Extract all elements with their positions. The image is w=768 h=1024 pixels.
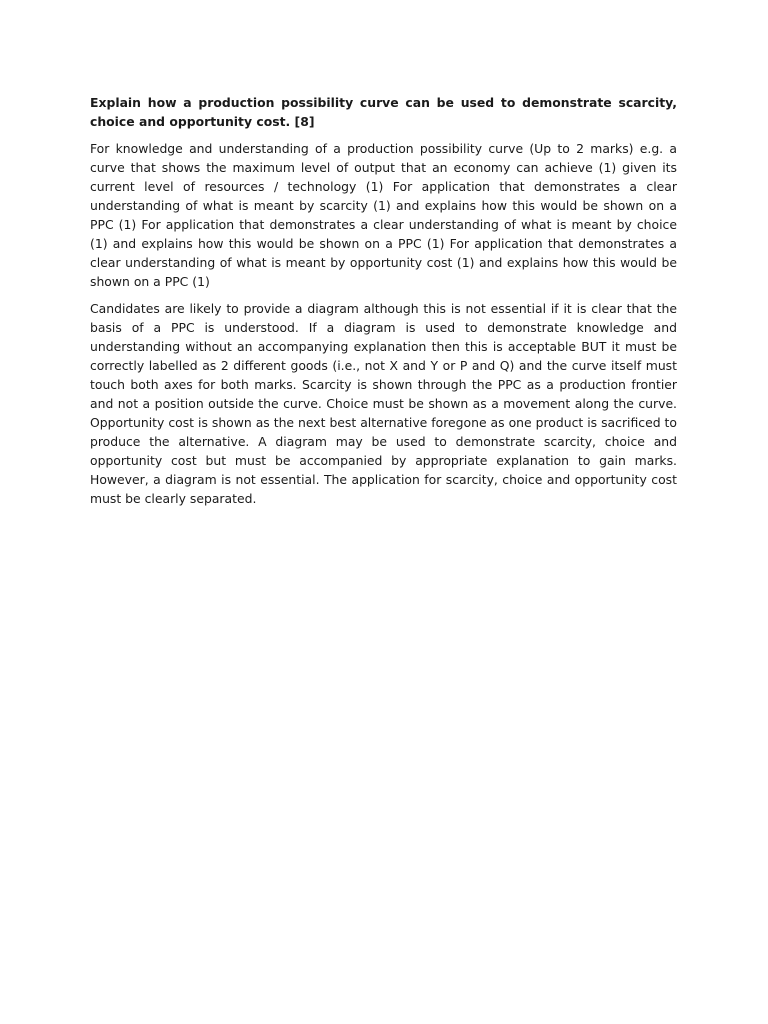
question-heading: Explain how a production possibility curve can be used to demonstrate scarcity, choice and opportunity cost. [8] [90, 95, 677, 129]
mark-scheme-paragraph: For knowledge and understanding of a production possibility curve (Up to 2 marks) e.g. a curve that shows the maximum level of output that an economy can achieve (1) given its current level of resources / technology (1) For application that demonstrates a clear understanding of what is meant by scarcity (1) and explains how this would be shown on a PPC (1) For application that demonstrates a clear understanding of what is meant by choice (1) and explains how this would be shown on a PPC (1) For application that demonstrates a clear understanding of what is meant by opportunity cost (1) and explains how this would be shown on a PPC (1) [90, 141, 677, 289]
document-body [90, 93, 677, 516]
guidance-paragraph: Candidates are likely to provide a diagram although this is not essential if it is clear that the basis of a PPC is understood. If a diagram is used to demonstrate knowledge and understanding without an accompanying explanation then this is acceptable BUT it must be correctly labelled as 2 different goods (i.e., not X and Y or P and Q) and the curve itself must touch both axes for both marks. Scarcity is shown through the PPC as a production frontier and not a position outside the curve. Choice must be shown as a movement along the curve. Opportunity cost is shown as the next best alternative foregone as one product is sacrificed to produce the alternative. A diagram may be used to demonstrate scarcity, choice and opportunity cost but must be accompanied by appropriate explanation to gain marks. However, a diagram is not essential. The application for scarcity, choice and opportunity cost must be clearly separated. [90, 301, 677, 506]
